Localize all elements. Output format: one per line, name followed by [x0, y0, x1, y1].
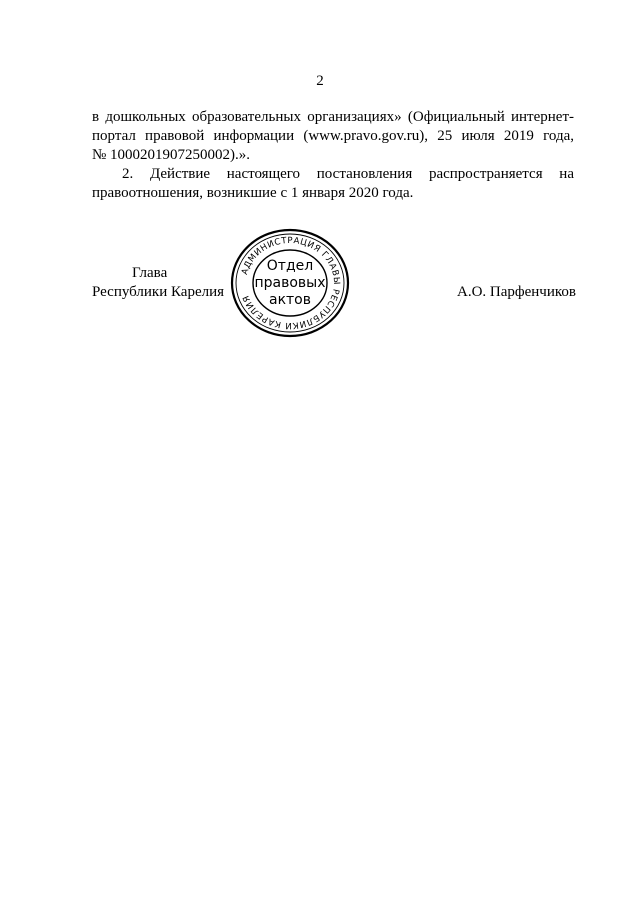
paragraph-1-line-2: портал правовой информации (www.pravo.gov.ru), 25 июля 2019 года,: [92, 128, 574, 144]
signatory-name: А.О. Парфенчиков: [457, 284, 576, 300]
seal-ring-text: АДМИНИСТРАЦИЯ ГЛАВЫ РЕСПУБЛИКИ КАРЕЛИЯ: [240, 235, 342, 331]
seal-center-line-1: Отдел: [266, 258, 314, 274]
signatory-title-line-1: Глава: [132, 265, 168, 281]
paragraph-2-line-1: 2. Действие настоящего постановления распространяется на: [122, 166, 574, 182]
paragraph-2-line-2: правоотношения, возникшие с 1 января 2020 года.: [92, 185, 414, 201]
seal-center-line-3: актов: [268, 292, 312, 308]
official-seal-stamp: [228, 226, 352, 340]
document-body: [92, 108, 574, 203]
signatory-title-line-2: Республики Карелия: [92, 284, 225, 300]
paragraph-1-line-3: № 1000201907250002).».: [92, 147, 251, 163]
paragraph-1-line-1: в дошкольных образовательных организациях» (Официальный интернет-: [92, 109, 574, 125]
page-number: 2: [316, 73, 324, 89]
seal-graphic: [228, 226, 352, 340]
seal-center-line-2: правовых: [254, 275, 326, 291]
